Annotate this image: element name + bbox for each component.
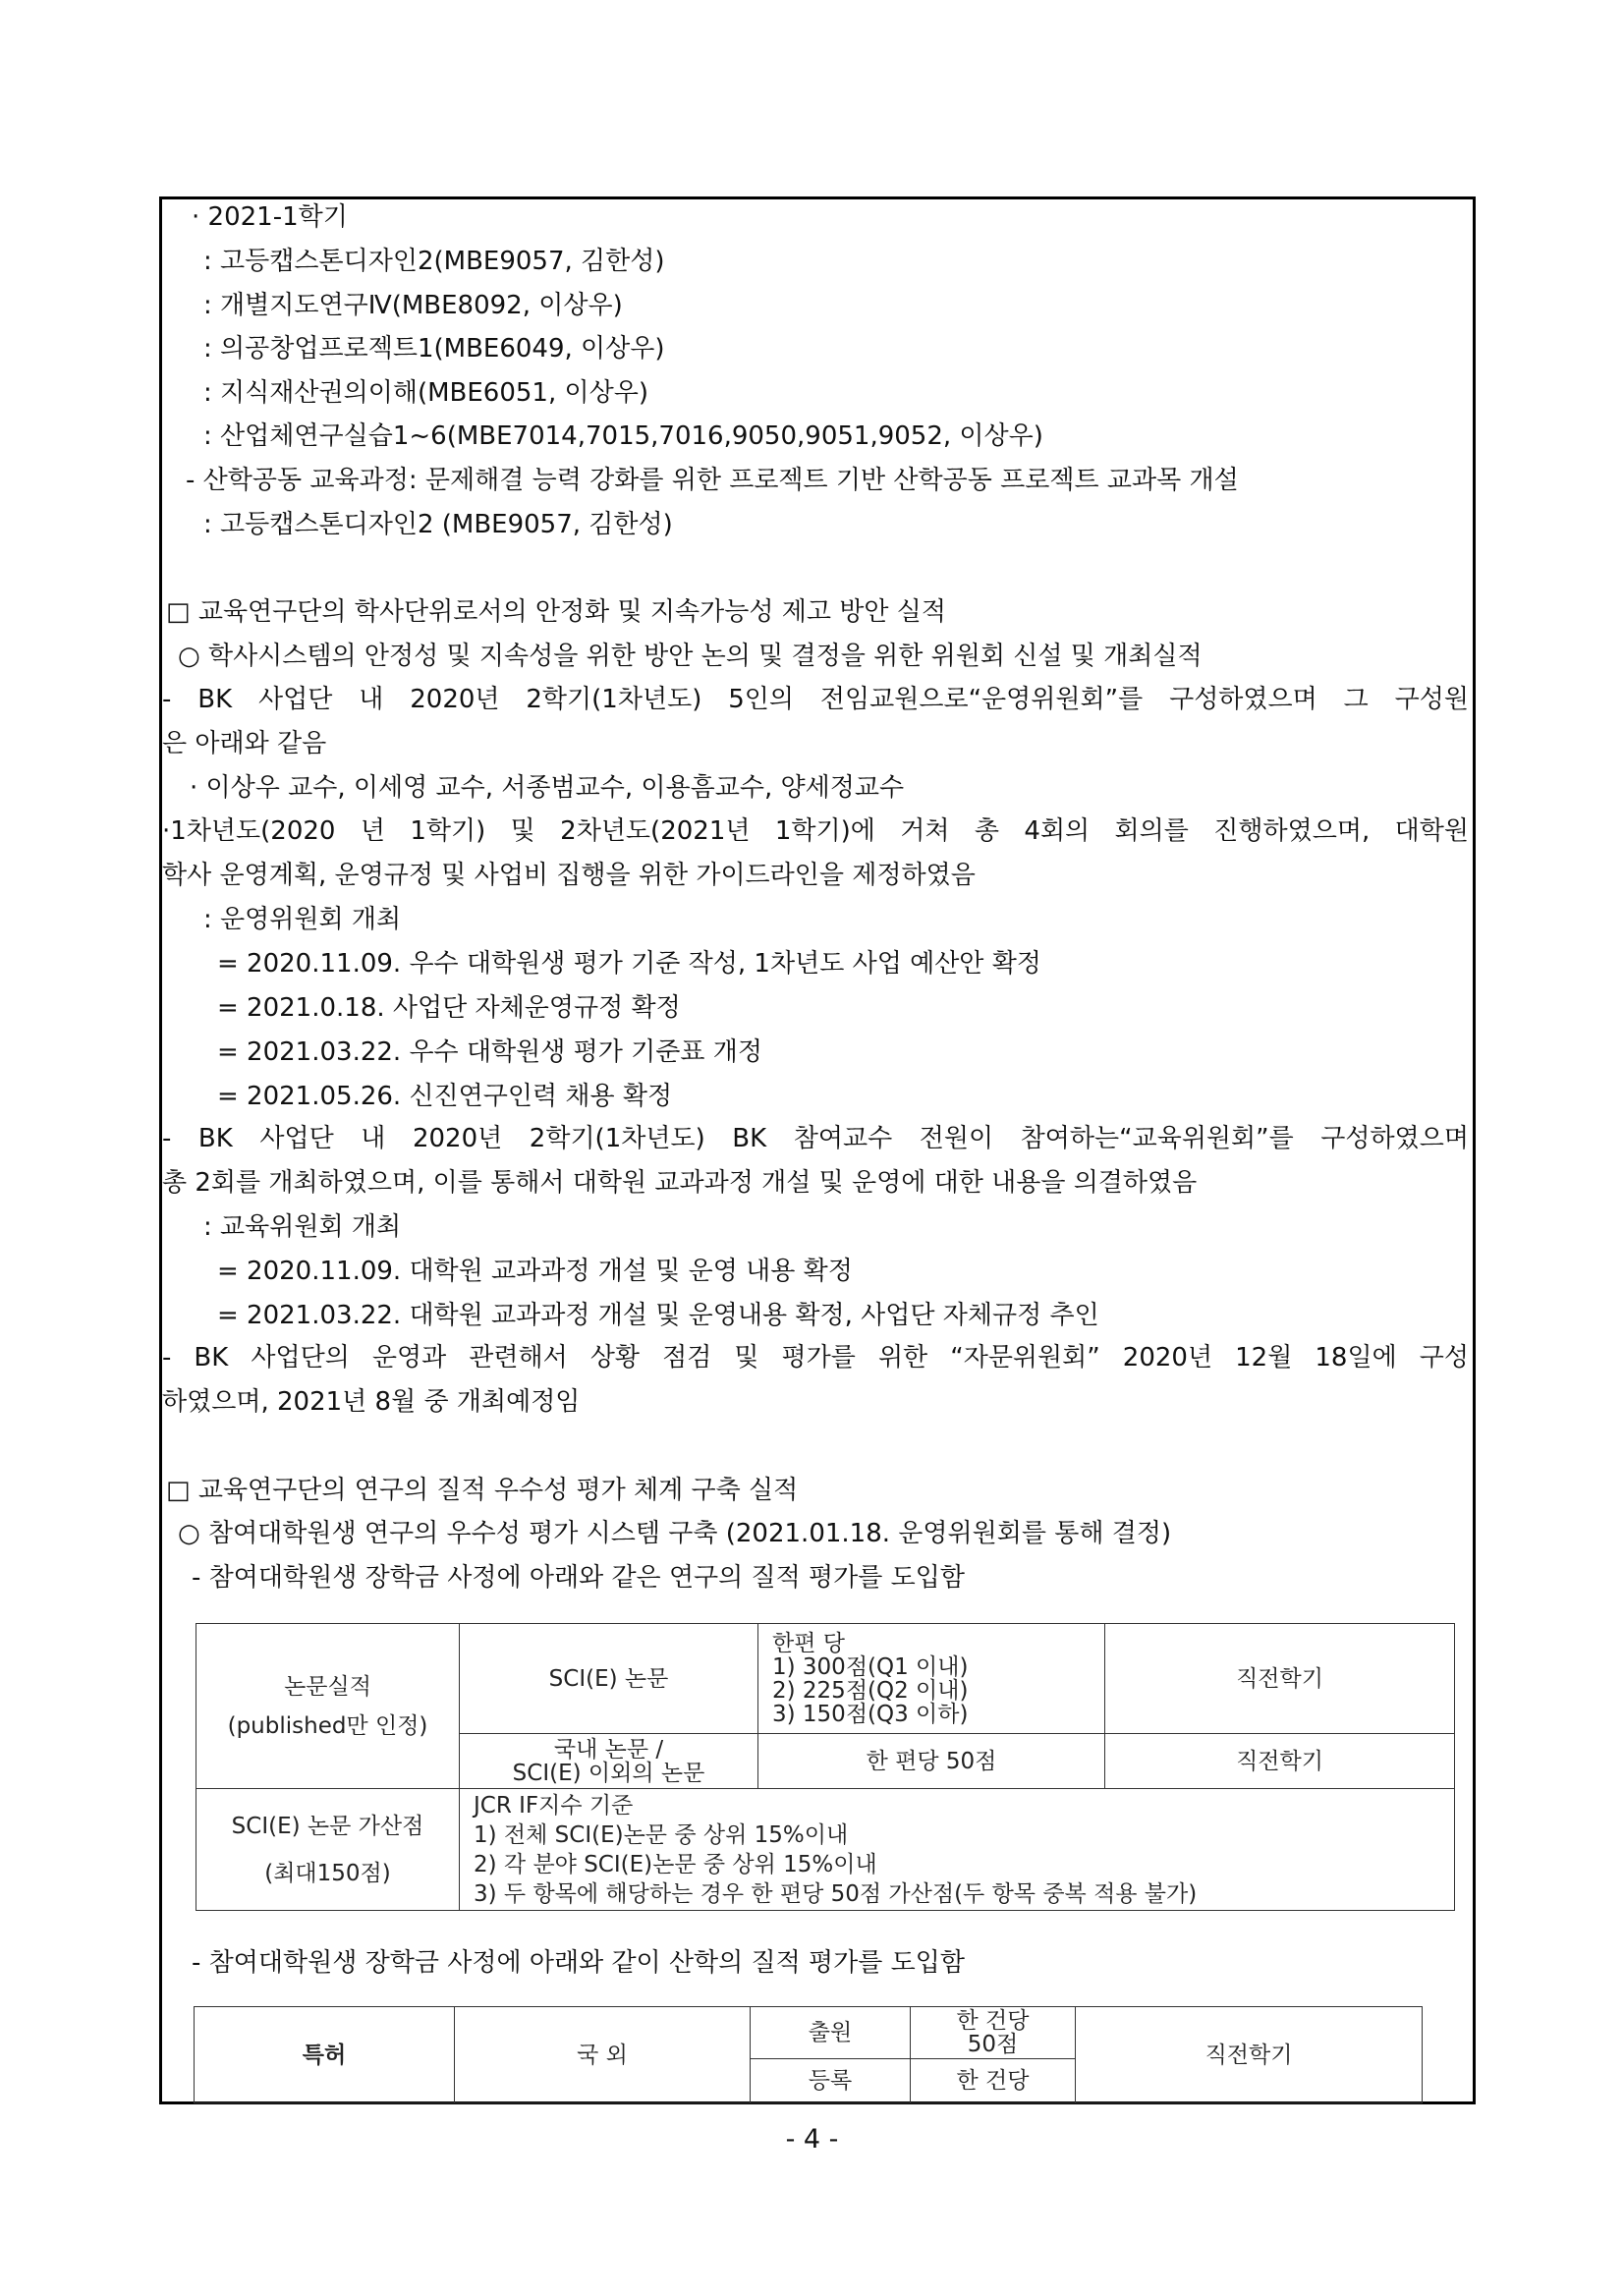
cell-text: SCI(E) 이외의 논문 — [512, 1760, 705, 1786]
meeting-heading: : 운영위원회 개최 — [203, 905, 402, 934]
registered-score-cell: 한 건당 — [911, 2059, 1076, 2103]
meeting-item: = 2020.11.09. 대학원 교과과정 개설 및 운영 내용 확정 — [217, 1257, 853, 1286]
course-item: : 산업체연구실습1~6(MBE7014,7015,7016,9050,9051,9052, 이상우) — [203, 421, 1043, 451]
paragraph-line: 은 아래와 같음 — [162, 729, 327, 758]
cell-text: (최대150점) — [264, 1860, 391, 1886]
cell-text: 논문실적 — [284, 1673, 371, 1700]
paragraph-line: - 참여대학원생 장학금 사정에 아래와 같은 연구의 질적 평가를 도입함 — [192, 1563, 966, 1593]
cell-text: 2) 225점(Q2 이내) — [772, 1677, 969, 1704]
industry-evaluation-table — [194, 2006, 1423, 2103]
cell-text: 국내 논문 / — [553, 1736, 664, 1763]
industry-course-line: - 산학공동 교육과정: 문제해결 능력 강화를 위한 프로젝트 기반 산학공동 프로젝트 교과목 개설 — [186, 466, 1239, 495]
member-list: · 이상우 교수, 이세영 교수, 서종범교수, 이용흠교수, 양세정교수 — [190, 773, 905, 803]
meeting-item: = 2020.11.09. 우수 대학원생 평가 기준 작성, 1차년도 사업 예산안 확정 — [217, 949, 1041, 979]
filed-score-cell — [911, 2007, 1076, 2059]
paragraph-line: - BK 사업단 내 2020년 2학기(1차년도) BK 참여교수 전원이 참여하는“교육위원회”를 구성하였으며 — [162, 1124, 1469, 1153]
bonus-label-cell — [196, 1789, 460, 1911]
paragraph-line: - BK 사업단 내 2020년 2학기(1차년도) 5인의 전임교원으로“운영위원회”를 구성하였으며 그 구성원 — [162, 685, 1469, 714]
research-evaluation-table — [196, 1623, 1455, 1911]
cell-text: 2) 각 분야 SCI(E)논문 중 상위 15%이내 — [474, 1851, 877, 1877]
meeting-item: = 2021.03.22. 대학원 교과과정 개설 및 운영내용 확정, 사업단 자체규정 추인 — [217, 1301, 1099, 1330]
subsection-heading: ○ 학사시스템의 안정성 및 지속성을 위한 방안 논의 및 결정을 위한 위원회 신설 및 개최실적 — [178, 642, 1203, 671]
domestic-label-cell — [460, 1734, 758, 1789]
meeting-item: = 2021.05.26. 신진연구인력 채용 확정 — [217, 1082, 673, 1111]
cell-text: 1) 300점(Q1 이내) — [772, 1653, 969, 1680]
section-heading: □ 교육연구단의 학사단위로서의 안정화 및 지속가능성 제고 방안 실적 — [166, 597, 946, 627]
cell-text: 3) 두 항목에 해당하는 경우 한 편당 50점 가산점(두 항목 중복 적용 불가) — [474, 1880, 1198, 1907]
meeting-heading: : 교육위원회 개최 — [203, 1212, 402, 1242]
meeting-item: = 2021.03.22. 우수 대학원생 평가 기준표 개정 — [217, 1037, 763, 1067]
course-item: : 고등캡스톤디자인2(MBE9057, 김한성) — [203, 247, 665, 276]
paragraph-line: 학사 운영계획, 운영규정 및 사업비 집행을 위한 가이드라인을 제정하였음 — [162, 861, 976, 890]
content-frame — [159, 196, 1476, 2104]
paper-label-cell — [196, 1624, 460, 1789]
course-item: : 지식재산권의이해(MBE6051, 이상우) — [203, 378, 648, 408]
page-number: - 4 - — [785, 2124, 839, 2155]
cell-text: JCR IF지수 기준 — [474, 1792, 634, 1819]
cell-text: SCI(E) 논문 가산점 — [231, 1813, 424, 1839]
sci-score-cell — [758, 1624, 1105, 1734]
patent-cell: 특허 — [195, 2007, 455, 2103]
semester-heading: · 2021-1학기 — [192, 202, 348, 232]
term-cell: 직전학기 — [1076, 2007, 1423, 2103]
domestic-score-cell: 한 편당 50점 — [758, 1734, 1105, 1789]
cell-text: (published만 인정) — [227, 1712, 428, 1739]
region-cell: 국 외 — [455, 2007, 751, 2103]
cell-text: 3) 150점(Q3 이하) — [772, 1701, 969, 1727]
subsection-heading: ○ 참여대학원생 연구의 우수성 평가 시스템 구축 (2021.01.18. 운영위원회를 통해 결정) — [178, 1519, 1172, 1548]
paragraph-line: 하였으며, 2021년 8월 중 개최예정임 — [162, 1387, 581, 1417]
paragraph-line: 총 2회를 개최하였으며, 이를 통해서 대학원 교과과정 개설 및 운영에 대한 내용을 의결하였음 — [162, 1168, 1198, 1198]
cell-text: 한편 당 — [772, 1630, 845, 1656]
filed-cell: 출원 — [751, 2007, 911, 2059]
course-item: : 개별지도연구Ⅳ(MBE8092, 이상우) — [203, 291, 623, 320]
registered-cell: 등록 — [751, 2059, 911, 2103]
course-item: : 의공창업프로젝트1(MBE6049, 이상우) — [203, 334, 665, 364]
domestic-term-cell: 직전학기 — [1105, 1734, 1455, 1789]
meeting-item: = 2021.0.18. 사업단 자체운영규정 확정 — [217, 993, 681, 1023]
section-heading: □ 교육연구단의 연구의 질적 우수성 평가 체계 구축 실적 — [166, 1476, 799, 1505]
cell-text: 1) 전체 SCI(E)논문 중 상위 15%이내 — [474, 1821, 849, 1848]
cell-text: 50점 — [967, 2032, 1019, 2057]
paragraph-line: - BK 사업단의 운영과 관련해서 상황 점검 및 평가를 위한 “자문위원회” 2020년 12월 18일에 구성 — [162, 1343, 1469, 1372]
sci-term-cell: 직전학기 — [1105, 1624, 1455, 1734]
bonus-criteria-cell — [460, 1789, 1455, 1911]
course-item: : 고등캡스톤디자인2 (MBE9057, 김한성) — [203, 510, 673, 539]
cell-text: 한 건당 — [956, 2008, 1030, 2034]
paragraph-line: - 참여대학원생 장학금 사정에 아래와 같이 산학의 질적 평가를 도입함 — [192, 1948, 966, 1978]
paragraph-line: ·1차년도(2020 년 1학기) 및 2차년도(2021년 1학기)에 거쳐 총 4회의 회의를 진행하였으며, 대학원 — [162, 816, 1469, 846]
sci-label-cell: SCI(E) 논문 — [460, 1624, 758, 1734]
